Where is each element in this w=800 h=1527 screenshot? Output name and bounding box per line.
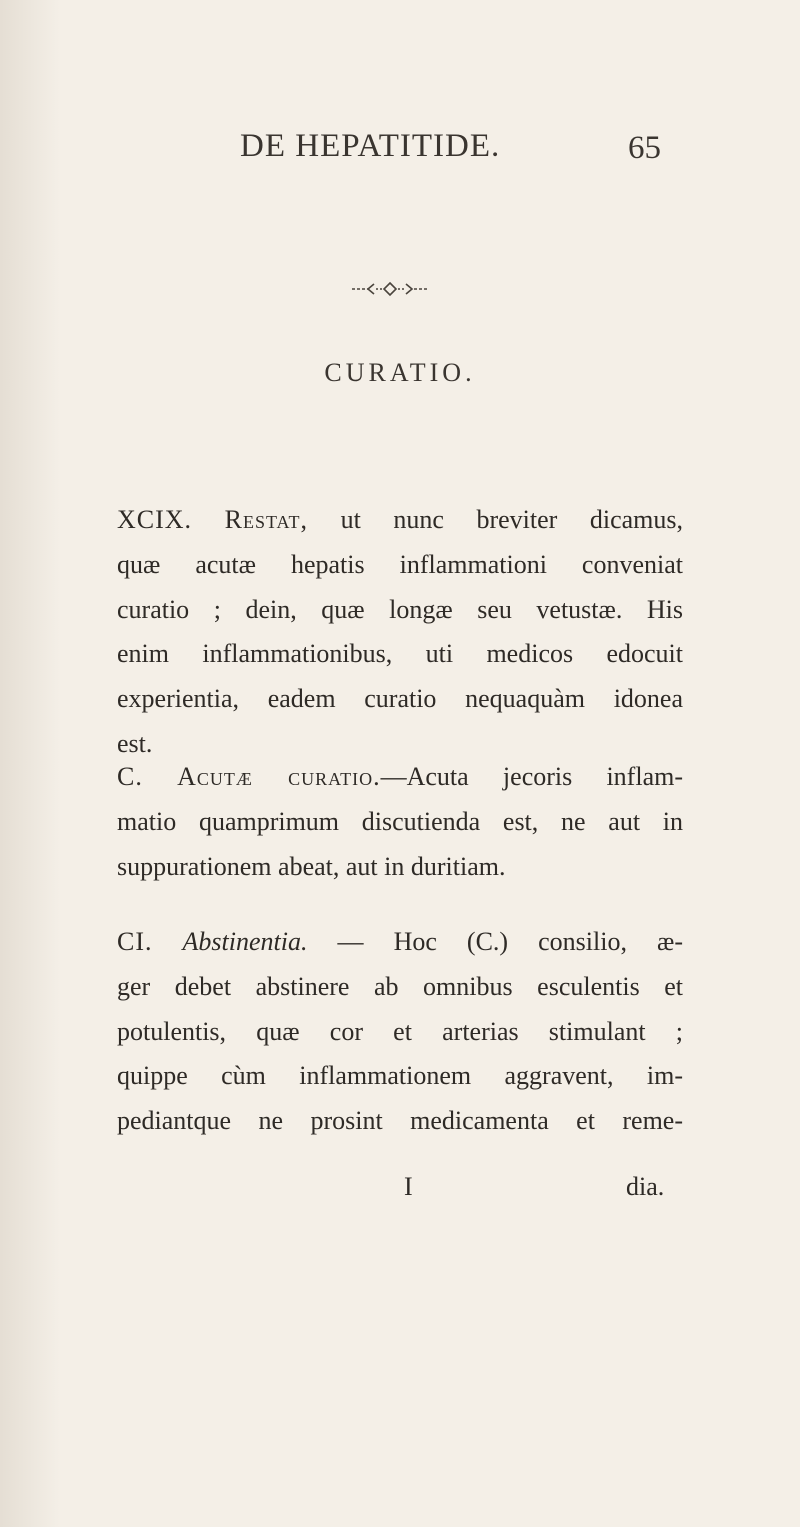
paragraph-lead: Restat, [224, 505, 309, 534]
running-title: DE HEPATITIDE. [240, 128, 501, 164]
text-line: — Hoc (C.) consilio, æ- [307, 927, 683, 956]
page-number: 65 [628, 130, 661, 166]
text-line: enim inflammationibus, uti medicos edocuit [117, 639, 683, 669]
signature-mark: I [404, 1172, 413, 1201]
text-line: ut nunc breviter dicamus, [308, 505, 683, 534]
running-head [0, 128, 800, 178]
paragraph-c [117, 755, 683, 889]
paragraph-number: C. [117, 762, 143, 791]
section-heading: CURATIO. [324, 358, 476, 387]
paragraph-xcix [117, 498, 683, 767]
text-line: quippe cùm inflammationem aggravent, im- [117, 1061, 683, 1091]
paragraph-number: XCIX. [117, 505, 193, 534]
paragraph-lead: Abstinentia. [182, 927, 308, 956]
text-line: quæ acutæ hepatis inflammationi conveniat [117, 549, 683, 579]
text-line: pediantque ne prosint medicamenta et reme- [117, 1106, 683, 1136]
paragraph-lead: Acutæ curatio. [177, 762, 381, 791]
text-line: matio quamprimum discutienda est, ne aut in [117, 806, 683, 836]
paragraph-ci [117, 920, 683, 1144]
catchword: dia. [626, 1172, 665, 1201]
text-line: est. [117, 728, 153, 758]
paragraph-number: CI. [117, 927, 153, 956]
text-line: ger debet abstinere ab omnibus esculentis et [117, 971, 683, 1001]
text-line: potulentis, quæ cor et arterias stimulant ; [117, 1016, 683, 1046]
text-line: curatio ; dein, quæ longæ seu vetustæ. His [117, 594, 683, 624]
text-line: suppurationem abeat, aut in duritiam. [117, 851, 506, 881]
text-line: —Acuta jecoris inflam- [380, 762, 683, 791]
ornament-divider [350, 280, 430, 298]
page-footer [117, 1172, 683, 1216]
text-line: experientia, eadem curatio nequaquàm idonea [117, 684, 683, 714]
